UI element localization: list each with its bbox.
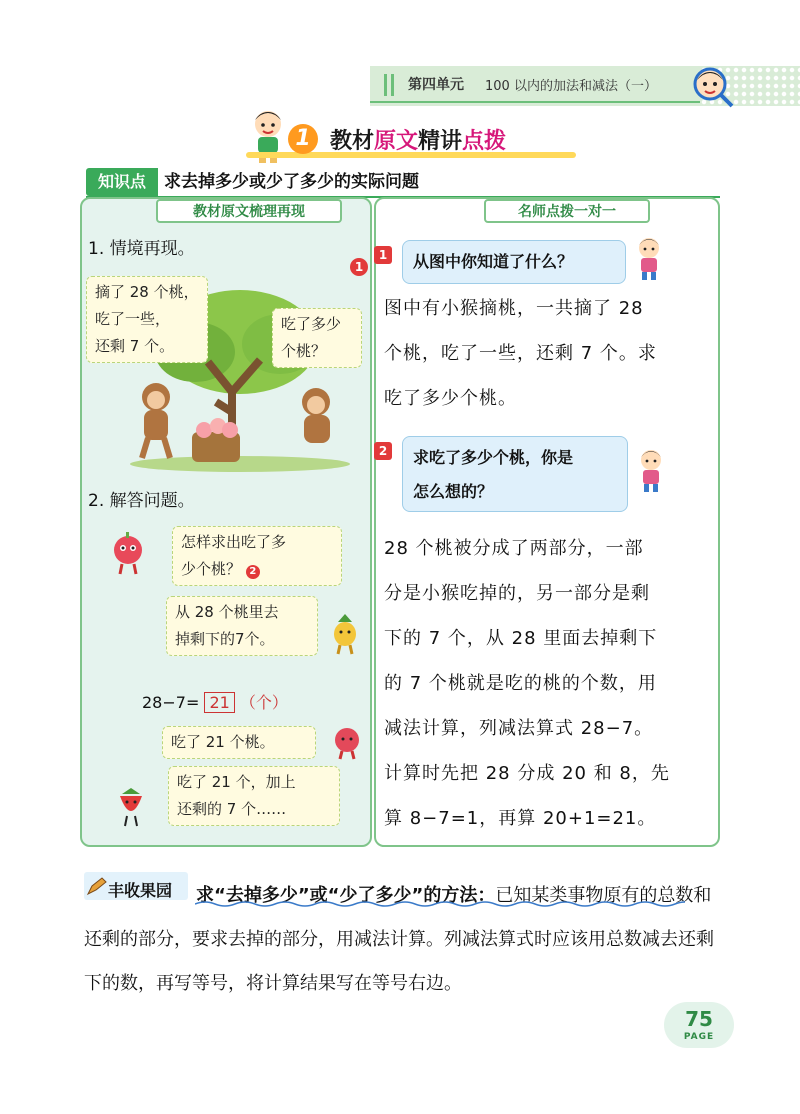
step-solve: 2. 解答问题。 bbox=[88, 491, 195, 511]
speech-bubble-a2 bbox=[162, 726, 316, 759]
header-topic: 100 以内的加法和减法（一） bbox=[485, 79, 657, 94]
title-part: 点拨 bbox=[462, 129, 507, 154]
equation bbox=[142, 690, 288, 713]
strawberry-character-icon bbox=[114, 786, 148, 828]
question-number-badge: 2 bbox=[374, 442, 392, 460]
page-number-badge bbox=[664, 1002, 734, 1048]
page-label: PAGE bbox=[683, 1032, 715, 1042]
title-part: 教材 bbox=[330, 129, 375, 154]
speech-bubble-q1 bbox=[172, 526, 342, 586]
explanation-2 bbox=[384, 526, 718, 841]
speech-bubble-situation bbox=[86, 276, 208, 363]
text-line: 分是小猴吃掉的，另一部分是剩 bbox=[384, 583, 650, 604]
harvest-lead: 求“去掉多少”或“少了多少”的方法： bbox=[196, 885, 496, 906]
speech-bubble-a3 bbox=[168, 766, 340, 826]
title-part: 精讲 bbox=[418, 129, 463, 154]
pineapple-character-icon bbox=[328, 614, 362, 656]
bubble-line: 还剩的 7 个…… bbox=[177, 800, 287, 818]
hint-marker: 2 bbox=[246, 565, 260, 579]
bubble-line: 摘了 28 个桃， bbox=[95, 283, 199, 301]
text-line: 减法计算，列减法算式 28−7。 bbox=[384, 718, 654, 739]
text-line: 图中有小猴摘桃，一共摘了 28 bbox=[384, 298, 644, 319]
boy-helper-icon bbox=[634, 448, 668, 494]
bubble-line: 吃了一些， bbox=[95, 310, 171, 328]
page-number: 75 bbox=[685, 1007, 713, 1031]
bubble-line: 还剩 7 个。 bbox=[95, 337, 175, 355]
header-bar bbox=[391, 74, 394, 96]
text-line: 算 8−7=1，再算 20+1=21。 bbox=[384, 808, 657, 829]
bubble-line: 怎么想的？ bbox=[413, 482, 494, 501]
section-title bbox=[330, 124, 506, 155]
text-line: 计算时先把 28 分成 20 和 8，先 bbox=[384, 763, 670, 784]
text-line: 下的 7 个，从 28 里面去掉剩下 bbox=[384, 628, 658, 649]
apple-character-icon bbox=[110, 532, 146, 576]
text-line: 吃了多少个桃。 bbox=[384, 388, 517, 409]
question-number-badge: 1 bbox=[374, 246, 392, 264]
bubble-line: 吃了 21 个，加上 bbox=[177, 773, 296, 791]
harvest-body: 已知某类事物原有的总数和还剩的部分，要求去掉的部分，用减法计算。列减法算式时应该用总数减去还剩下的数，再写等号，将计算结果写在等号右边。 bbox=[84, 885, 714, 994]
text-line: 个桃，吃了一些，还剩 7 个。求 bbox=[384, 343, 657, 364]
bubble-line: 从 28 个桃里去 bbox=[175, 603, 279, 621]
title-part: 原文 bbox=[374, 129, 419, 154]
text-line: 28 个桃被分成了两部分，一部 bbox=[384, 538, 644, 559]
text-line: 的 7 个桃就是吃的桃的个数，用 bbox=[384, 673, 657, 694]
bubble-line: 掉剩下的7个。 bbox=[175, 630, 275, 648]
question-bubble-2 bbox=[402, 436, 628, 512]
wavy-underline bbox=[195, 900, 685, 908]
question-bubble-1: 从图中你知道了什么？ bbox=[402, 240, 626, 284]
magnifier-kid-icon bbox=[690, 64, 736, 110]
knowledge-title: 求去掉多少或少了多少的实际问题 bbox=[164, 172, 419, 192]
header-bar bbox=[384, 74, 387, 96]
speech-bubble-a1 bbox=[166, 596, 318, 656]
bubble-line: 个桃？ bbox=[281, 342, 327, 360]
knowledge-badge: 知识点 bbox=[86, 168, 158, 196]
explanation-1 bbox=[384, 286, 714, 421]
question-side-marker: 1 bbox=[350, 258, 368, 276]
step-situation: 1. 情境再现。 bbox=[88, 239, 195, 259]
harvest-badge: 丰收果园 bbox=[108, 881, 173, 900]
equation-expression: 28−7= bbox=[142, 693, 200, 712]
header-unit: 第四单元 bbox=[408, 77, 464, 93]
equation-answer: 21 bbox=[204, 692, 234, 713]
bubble-line: 吃了 21 个桃。 bbox=[171, 733, 275, 751]
header-line bbox=[370, 101, 700, 103]
bubble-line: 怎样求出吃了多 bbox=[181, 533, 287, 551]
lychee-character-icon bbox=[330, 724, 364, 760]
bubble-line: 少个桃？ bbox=[181, 560, 242, 578]
bubble-line: 吃了多少 bbox=[281, 315, 342, 333]
harvest-text bbox=[84, 874, 724, 1006]
left-panel-tab: 教材原文梳理再现 bbox=[156, 199, 342, 223]
speech-bubble-question bbox=[272, 308, 362, 368]
bubble-line: 求吃了多少个桃，你是 bbox=[413, 448, 574, 467]
boy-helper-icon bbox=[632, 236, 666, 282]
right-panel-tab: 名师点拨一对一 bbox=[484, 199, 650, 223]
equation-unit: （个） bbox=[239, 693, 288, 712]
section-number: 1 bbox=[288, 124, 318, 154]
